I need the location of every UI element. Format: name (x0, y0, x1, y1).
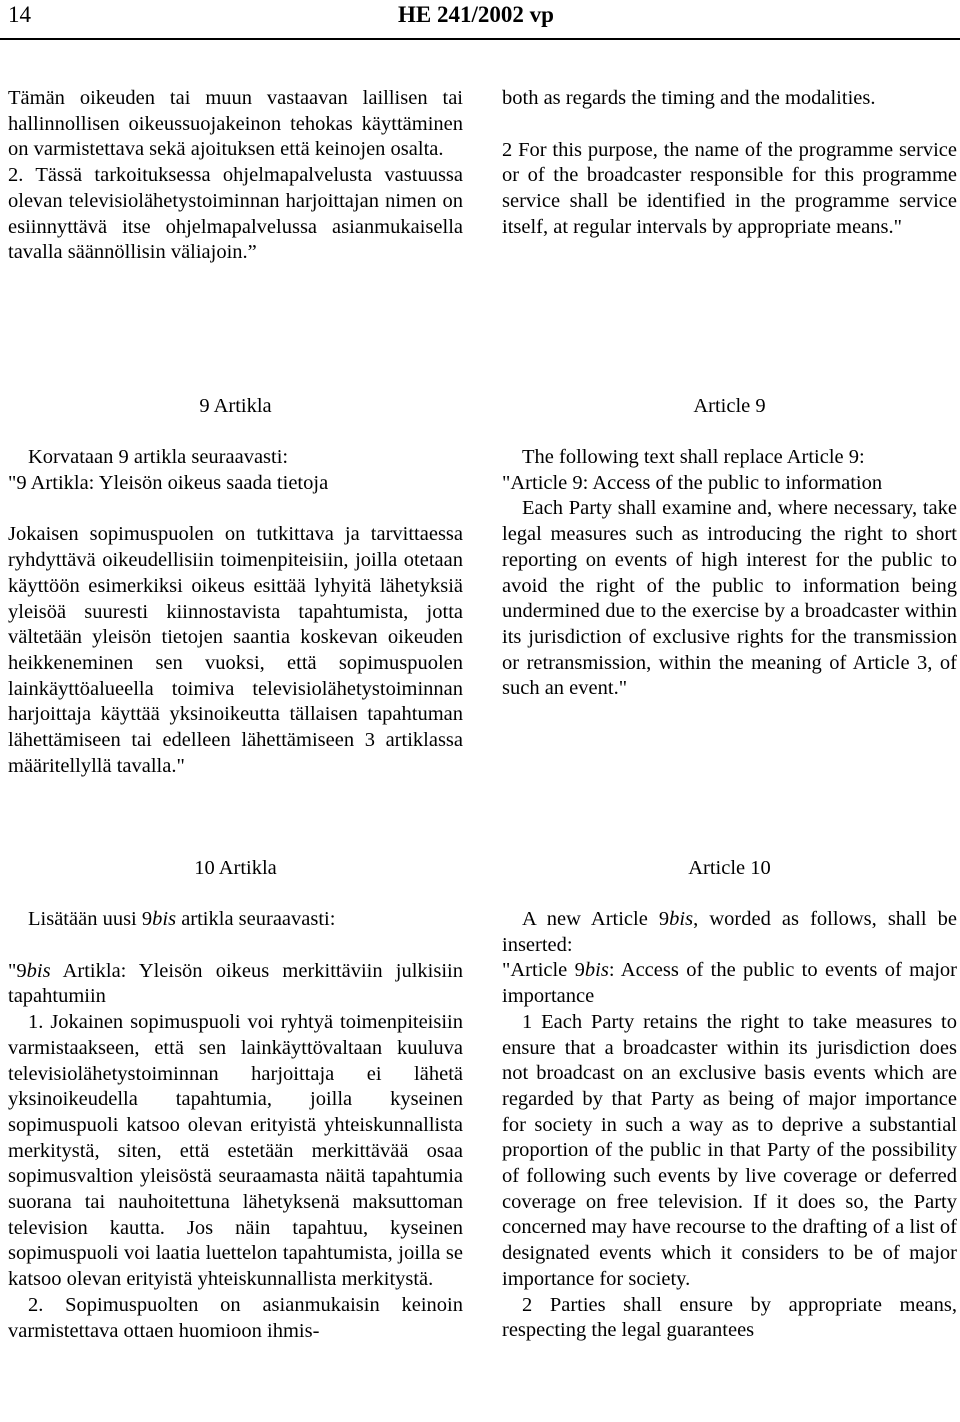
fi-top-section (8, 86, 463, 266)
fi-article-10-paragraph-2: 2. Sopimuspuolten on asianmukaisin keinoin varmistettava ottaen huomioon ihmis- (8, 1293, 463, 1342)
en-article-9-body (502, 445, 957, 702)
fi-article-10-intro: Lisätään uusi 9bis artikla seuraavasti: (28, 908, 336, 930)
en-top-section (502, 86, 957, 241)
document-id: HE 241/2002 vp (398, 2, 554, 27)
fi-article-9-text: Jokaisen sopimuspuolen on tutkittava ja tarvittaessa ryhdyttävä oikeudellisiin toimenpiteisiin, joilla otetaan käyttöön esimerkiksi oikeus esittää lyhyitä lähetyksiä yleisöä suuresti kiinnostavista tapahtumista, jotta vältetään yleisön tietojen saantia koskevan oikeuden heikkeneminen sen vuoksi, että sopimuspuolen lainkäyttöalueella toimiva televisiolähetystoiminnan harjoittaja käyttää yksinoikeutta tällaisen tapahtuman lähettämiseen tai edelleen lähettämiseen 3 artiklassa määritellyllä tavalla." (8, 523, 463, 777)
en-top-paragraph-1: both as regards the timing and the modalities. (502, 87, 876, 109)
fi-article-10-body (8, 907, 463, 1344)
en-article-9-intro: The following text shall replace Article 9: (522, 446, 865, 468)
en-article-10-heading: Article 10 (688, 857, 771, 879)
page-number: 14 (8, 2, 31, 27)
fi-article-9-heading: 9 Artikla (199, 395, 272, 417)
fi-article-9-body (8, 445, 463, 779)
en-article-10-body (502, 907, 957, 1344)
en-top-paragraph-2: 2 For this purpose, the name of the programme service or of the broadcaster responsible for this programme service shall be identified in the programme service itself, at regular intervals by appropriate means." (502, 138, 957, 238)
fi-top-paragraph-2: 2. Tässä tarkoituksessa ohjelmapalvelusta vastuussa olevan televisiolähetystoiminnan harjoittajan nimen on esiinnyttävä itse ohjelmapalvelussa asianmukaisella tavalla säännöllisin väliajoin.” (8, 164, 463, 264)
en-article-10-intro: A new Article 9bis, worded as follows, shall be inserted: (502, 908, 957, 956)
fi-top-paragraph-1: Tämän oikeuden tai muun vastaavan laillisen tai hallinnollisen oikeussuojakeinon tehokas käyttäminen on varmistettava sekä ajoituksen että keinojen osalta. (8, 87, 463, 161)
en-article-10-title: "Article 9bis: Access of the public to events of major importance (502, 959, 957, 1008)
en-article-9-title: "Article 9: Access of the public to information (502, 471, 883, 494)
en-article-10-paragraph-1: 1 Each Party retains the right to take measures to ensure that a broadcaster within its jurisdiction does not broadcast on an exclusive basis events which are regarded by that Party as being of major importance for society in such a way as to deprive a substantial proportion of the public in that Party of the possibility of following such events by live coverage or deferred coverage on free television. If it does so, the Party concerned may have recourse to the drafting of a list of designated events which it considers to be of major importance for society. (502, 1010, 957, 1290)
en-article-9-heading: Article 9 (693, 395, 766, 417)
fi-article-10-heading: 10 Artikla (194, 857, 277, 879)
fi-article-10-title: "9bis Artikla: Yleisön oikeus merkittäviin julkisiin tapahtumiin (8, 959, 463, 1008)
en-article-10-paragraph-2: 2 Parties shall ensure by appropriate means, respecting the legal guarantees (502, 1293, 957, 1342)
fi-article-9-intro: Korvataan 9 artikla seuraavasti: (28, 446, 289, 468)
fi-article-10-paragraph-1: 1. Jokainen sopimuspuoli voi ryhtyä toimenpiteisiin varmistaakseen, että sen lainkäyttövaltaan kuuluva televisiolähetystoiminnan harjoittaja ei lähetä yksinoikeudella tapahtumia, joilla kyseinen sopimuspuoli katsoo olevan erityistä yhteiskunnallista merkitystä, siten, että estetään merkittävää osaa sopimusvaltion yleisöstä seuraamasta näitä tapahtumia suorana tai nauhoitettuna lähetyksenä maksuttoman television kautta. Jos näin tapahtuu, kyseinen sopimuspuoli voi laatia luettelon tapahtumista, joilla se katsoo olevan erityistä yhteiskunnallista merkitystä. (8, 1011, 463, 1291)
fi-article-9-title: "9 Artikla: Yleisön oikeus saada tietoja (8, 471, 329, 494)
page-header (0, 0, 960, 40)
en-article-9-text: Each Party shall examine and, where necessary, take legal measures such as introducing the right to short reporting on events of high interest for the public to avoid the right of the public to information being undermined due to the exercise by a broadcaster within its jurisdiction of exclusive rights for the transmission or retransmission, within the meaning of Article 3, of such an event." (502, 497, 957, 700)
